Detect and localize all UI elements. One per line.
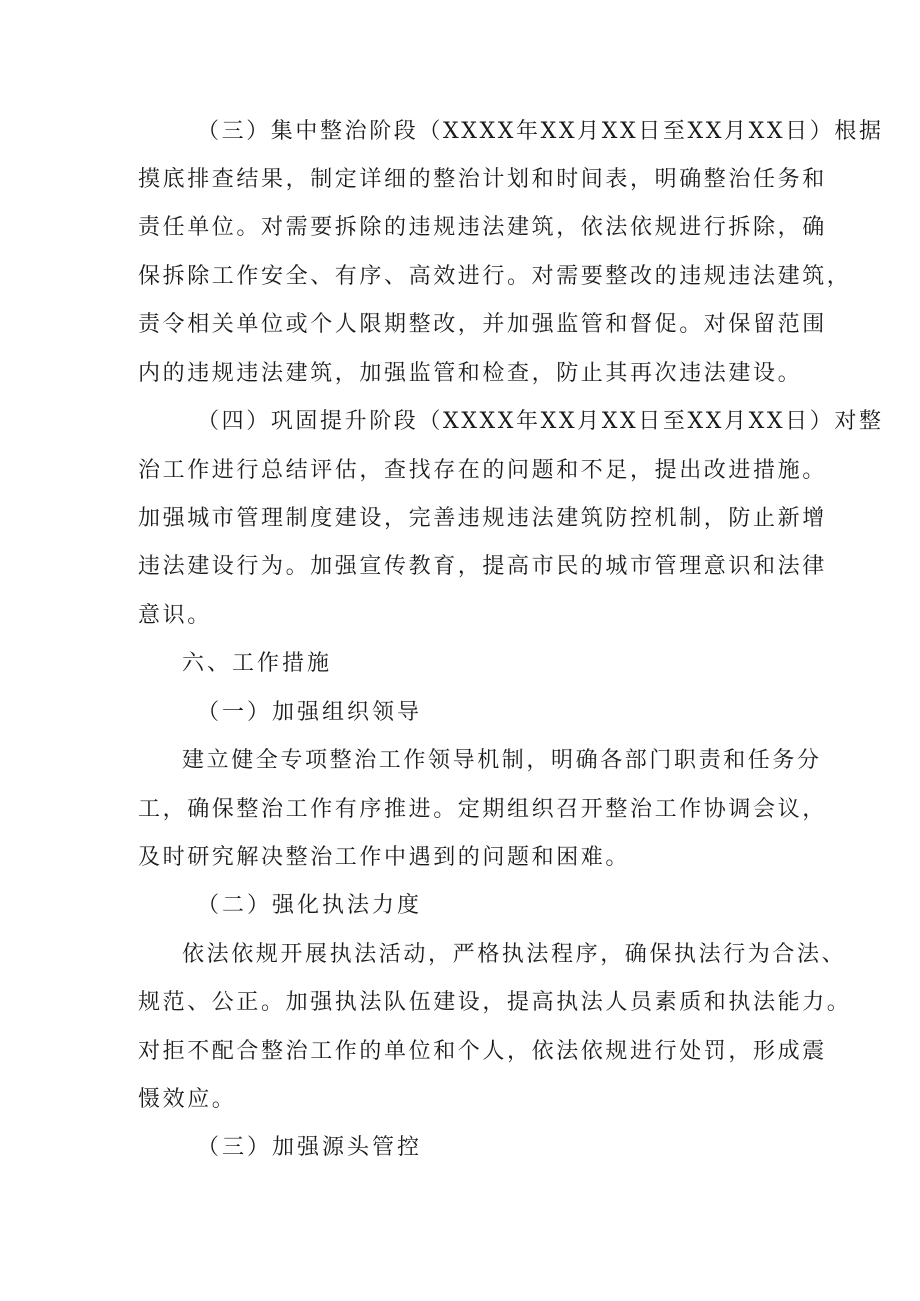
text-line: 建立健全专项整治工作领导机制，明确各部门职责和任务分 (182, 748, 822, 773)
section-heading: 六、工作措施 (182, 651, 333, 676)
text-line: 加强城市管理制度建设，完善违规违法建筑防控机制，防止新增 (138, 506, 827, 531)
text-line: （三）集中整治阶段（XXXX年XX月XX日至XX月XX日）根据 (197, 119, 884, 144)
text-line: 违法建设行为。加强宣传教育，提高市民的城市管理意识和法律 (138, 554, 827, 579)
text-line: 责令相关单位或个人限期整改，并加强监管和督促。对保留范围 (138, 312, 827, 337)
text-line: 保拆除工作安全、有序、高效进行。对需要整改的违规违法建筑， (138, 264, 852, 289)
text-line: 治工作进行总结评估，查找存在的问题和不足，提出改进措施。 (138, 458, 827, 483)
text-line: 工，确保整治工作有序推进。定期组织召开整治工作协调会议， (138, 797, 827, 822)
text-line: 及时研究解决整治工作中遇到的问题和困难。 (138, 845, 631, 870)
subsection-heading: （一）加强组织领导 (197, 700, 423, 725)
text-line: 慑效应。 (138, 1087, 237, 1112)
text-line: 意识。 (138, 603, 212, 628)
text-line: 内的违规违法建筑，加强监管和检查，防止其再次违法建设。 (138, 361, 803, 386)
text-line: 依法依规开展执法活动，严格执法程序，确保执法行为合法、 (182, 942, 847, 967)
subsection-heading: （三）加强源头管控 (197, 1135, 423, 1160)
subsection-heading: （二）强化执法力度 (197, 893, 423, 918)
text-line: 摸底排查结果，制定详细的整治计划和时间表，明确整治任务和 (138, 167, 827, 192)
text-line: 责任单位。对需要拆除的违规违法建筑，依法依规进行拆除，确 (138, 215, 827, 240)
text-line: 对拒不配合整治工作的单位和个人，依法依规进行处罚，形成震 (138, 1039, 827, 1064)
text-line: （四）巩固提升阶段（XXXX年XX月XX日至XX月XX日）对整 (197, 409, 884, 434)
text-line: 规范、公正。加强执法队伍建设，提高执法人员素质和执法能力。 (138, 990, 852, 1015)
